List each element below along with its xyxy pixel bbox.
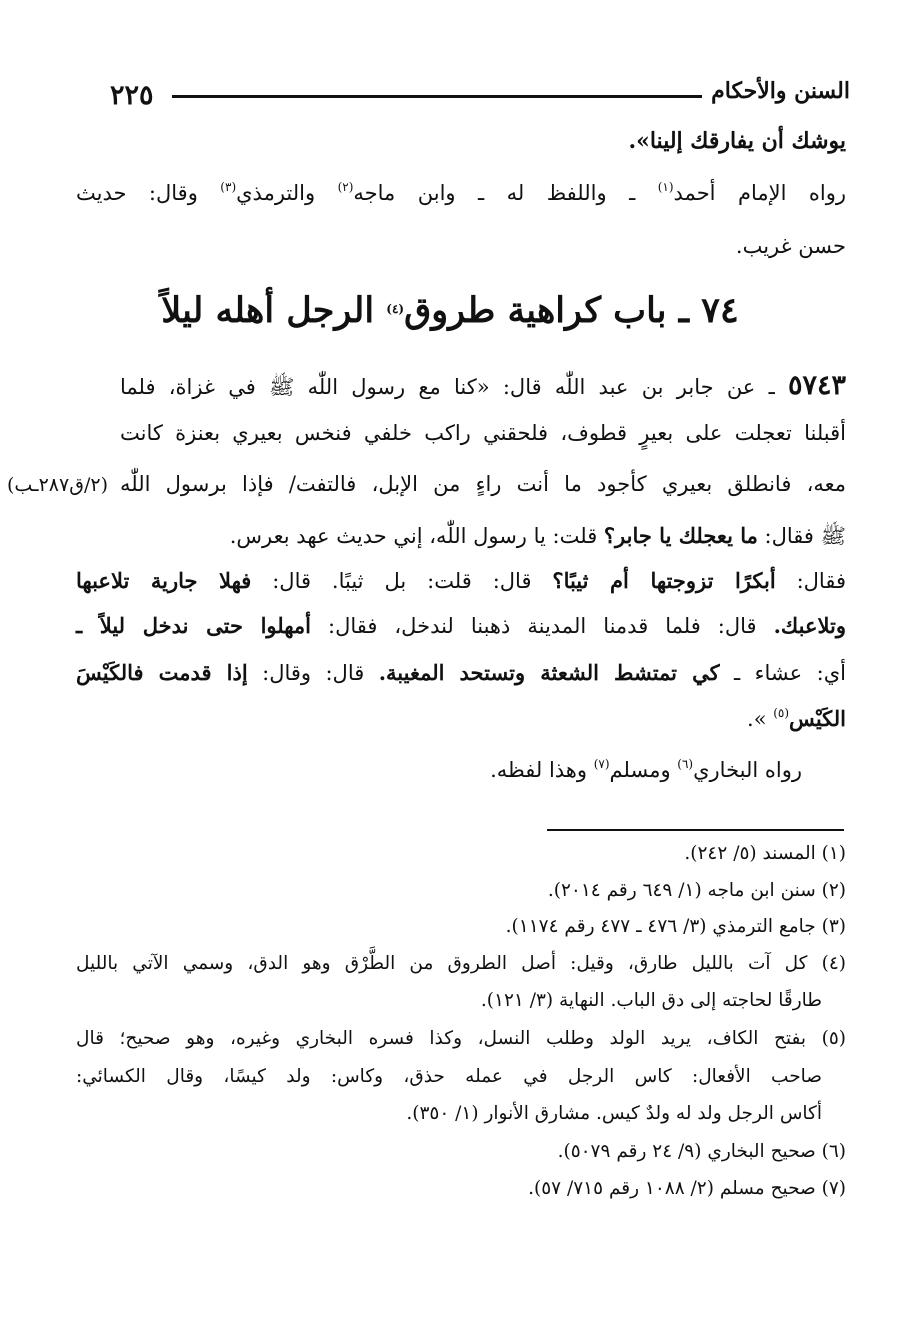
hadith-text-8b: ».	[747, 707, 774, 731]
hadith-text-7b: كي تمتشط الشعثة وتستحد المغيبة.	[378, 660, 720, 685]
footnote-separator	[547, 829, 844, 831]
footnote-ref-7: (٧)	[593, 757, 610, 771]
final-source-c: وهذا لفظه.	[490, 758, 594, 782]
grading-text: حسن غريب.	[735, 234, 846, 258]
footnote-4-text-1: (٤) كل آت بالليل طارق، وقيل: أصل الطروق من الطَّرْق وهو الدق، وسمي الآتي بالليل	[76, 953, 846, 974]
hadith-text-6b: قال: فلما قدمنا المدينة ذهبنا لندخل، فقال:	[310, 614, 774, 638]
footnote-5-line-3	[406, 1103, 822, 1125]
footnote-7-text: (٧) صحيح مسلم (٢/ ١٠٨٨ رقم ٧١٥/ ٥٧).	[528, 1178, 846, 1199]
footnote-5-text-3: أكاس الرجل ولد له ولدٌ كيس. مشارق الأنوار (١/ ٣٥٠).	[406, 1103, 822, 1124]
hadith-text-7a: أي: عشاء ـ	[719, 661, 846, 685]
hadith-text-1: ـ عن جابر بن عبد اللّٰه قال: «كنا مع رسول اللّٰه ﷺ في غزاة، فلما	[120, 375, 788, 399]
footnote-1	[684, 843, 846, 865]
footnote-2-text: (٢) سنن ابن ماجه (١/ ٦٤٩ رقم ٢٠١٤).	[547, 880, 846, 901]
footnote-5-line-1	[76, 1028, 846, 1050]
hadith-text-7c: قال: وقال:	[247, 661, 379, 685]
hadith-tail-line	[628, 128, 846, 154]
footnote-3	[506, 916, 846, 938]
footnote-ref-4: (٤)	[386, 302, 405, 316]
margin-note-text: (٢/ق٢٨٧ـب)	[6, 474, 108, 496]
footnote-ref-2: (٢)	[337, 180, 354, 194]
hadith-line-8	[747, 706, 846, 732]
source-text-d: وقال: حديث	[76, 181, 221, 205]
hadith-text-8a: الكَيْس	[789, 706, 846, 731]
hadith-text-2: أقبلنا تعجلت على بعيرٍ قطوف، فلحقني راكب خلفي فنخس بعيري بعنزة كانت	[120, 421, 846, 445]
chapter-title-b: الرجل أهله ليلاً	[161, 290, 387, 331]
hadith-text-6c: أمهلوا حتى ندخل ليلاً ـ	[76, 613, 311, 638]
chapter-title-a: ٧٤ ـ باب كراهية طروق	[404, 290, 739, 331]
footnote-4-line-1	[76, 953, 846, 975]
hadith-text-4c: قلت: يا رسول اللّٰه، إني حديث عهد بعرس.	[229, 524, 604, 548]
footnote-2	[548, 880, 846, 902]
hadith-line-6	[76, 613, 846, 639]
final-source-a: رواه البخاري	[693, 758, 802, 782]
hadith-line-3	[120, 472, 846, 497]
hadith-line-2	[120, 421, 846, 446]
hadith-line-5	[76, 568, 846, 594]
hadith-text-3: معه، فانطلق بعيري كأجود ما أنت راءٍ من الإبل، فالتفت/ فإذا برسول اللّٰه	[120, 472, 846, 496]
hadith-text-7d: إذا قدمت فالكَيْسَ	[76, 660, 248, 685]
footnote-5-text-1: (٥) بفتح الكاف، يريد الولد وطلب النسل، وكذا فسره البخاري وغيره، وهو صحيح؛ قال	[76, 1028, 846, 1049]
hadith-text-5a: فقال:	[775, 569, 846, 593]
footnote-1-text: (١) المسند (٥/ ٢٤٢).	[684, 843, 846, 864]
source-text-b: ـ واللفظ له ـ وابن ماجه	[353, 181, 658, 205]
page-number: ٢٢٥	[110, 80, 154, 111]
hadith-text-4a: ﷺ فقال:	[757, 524, 846, 548]
footnote-7	[528, 1178, 846, 1200]
hadith-text-5b: أبكرًا تزوجتها أم ثيبًا؟	[552, 568, 776, 593]
hadith-text-5d: فهلا جارية تلاعبها	[76, 568, 252, 593]
hadith-tail-text: يوشك أن يفارقك إلينا».	[628, 128, 846, 154]
footnote-5-text-2: صاحب الأفعال: كاس الرجل في عمله حذق، وكاس: ولد كيسًا، وقال الكسائي:	[76, 1066, 822, 1087]
footnote-ref-1: (١)	[657, 180, 674, 194]
footnote-5-line-2	[76, 1066, 822, 1088]
footnote-4-text-2: طارقًا لحاجته إلى دق الباب. النهاية (٣/ ١٢١).	[480, 990, 822, 1011]
hadith-line-1	[120, 370, 846, 402]
hadith-line-7	[76, 660, 846, 686]
hadith-text-4b: ما يعجلك يا جابر؟	[603, 523, 758, 548]
page-header	[110, 78, 850, 114]
footnote-3-text: (٣) جامع الترمذي (٣/ ٤٧٦ ـ ٤٧٧ رقم ١١٧٤).	[505, 916, 846, 937]
hadith-text-6a: وتلاعبك.	[773, 613, 846, 638]
source-line-1	[76, 181, 846, 206]
final-source-b: ومسلم	[609, 758, 678, 782]
source-text-a: رواه الإمام أحمد	[673, 181, 847, 205]
footnote-ref-5: (٥)	[773, 706, 790, 720]
running-head: السنن والأحكام	[711, 78, 850, 104]
header-rule	[172, 95, 702, 98]
footnote-ref-3: (٣)	[220, 180, 237, 194]
hadith-line-4	[230, 523, 846, 549]
source-text-c: والترمذي	[236, 181, 338, 205]
hadith-number: ٥٧٤٣	[787, 370, 846, 401]
footnote-6-text: (٦) صحيح البخاري (٩/ ٢٤ رقم ٥٠٧٩).	[557, 1141, 846, 1162]
footnote-4-line-2	[481, 990, 822, 1012]
manuscript-margin-note	[7, 474, 108, 497]
source-line-2	[736, 234, 846, 259]
hadith-text-5c: قال: قلت: بل ثيبًا. قال:	[251, 569, 553, 593]
chapter-heading	[150, 290, 750, 331]
final-source-line	[490, 758, 802, 783]
footnote-6	[558, 1141, 846, 1163]
footnote-ref-6: (٦)	[677, 757, 694, 771]
